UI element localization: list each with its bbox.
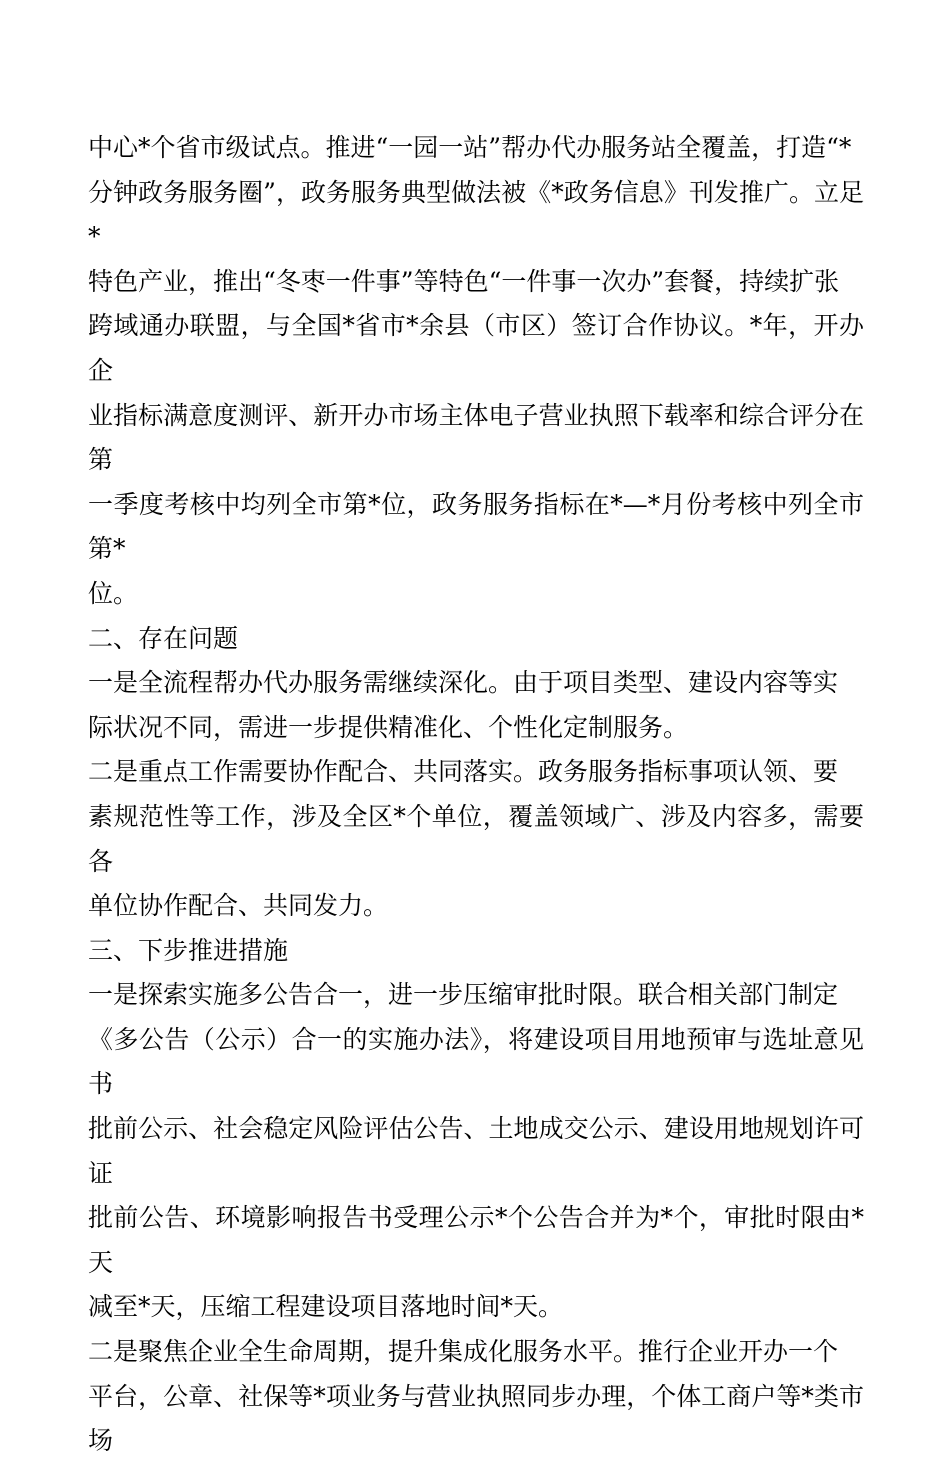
paragraph-continuation: 中心*个省市级试点。推进“一园一站”帮办代办服务站全覆盖，打造“* 分钟政务服务圈”，政务服务典型做法被《*政务信息》刊发推广。立足* 特色产业，推出“冬枣一件事”等特色“一件事一次办”套餐，持续扩张 跨域通办联盟，与全国*省市*余县（市区）签订合作协议。*年，开办企 业指标满意度测评、新开办市场主体电子营业执照下载率和综合评分在第 一季度考核中均列全市第*位，政务服务指标在*—*月份考核中列全市第* 位。 bbox=[88, 133, 864, 608]
paragraph-measure-1: 一是探索实施多公告合一，进一步压缩审批时限。联合相关部门制定 《多公告（公示）合一的实施办法》，将建设项目用地预审与选址意见书 批前公示、社会稳定风险评估公告、土地成交公示、建设用地规划许可证 批前公告、环境影响报告书受理公示*个公告合并为*个，审批时限由*天 减至*天，压缩工程建设项目落地时间*天。 bbox=[88, 980, 864, 1322]
paragraph-problem-1: 一是全流程帮办代办服务需继续深化。由于项目类型、建设内容等实 际状况不同，需进一步提供精准化、个性化定制服务。 bbox=[88, 668, 839, 742]
document-body bbox=[88, 126, 864, 1464]
section-heading-measures: 三、下步推进措施 bbox=[88, 935, 289, 965]
paragraph-problem-2: 二是重点工作需要协作配合、共同落实。政务服务指标事项认领、要 素规范性等工作，涉及全区*个单位，覆盖领域广、涉及内容多，需要各 单位协作配合、共同发力。 bbox=[88, 757, 864, 921]
paragraph-measure-2: 二是聚焦企业全生命周期，提升集成化服务水平。推行企业开办一个 平台，公章、社保等*项业务与营业执照同步办理，个体工商户等*类市场 bbox=[88, 1337, 864, 1456]
section-heading-problems: 二、存在问题 bbox=[88, 623, 239, 653]
